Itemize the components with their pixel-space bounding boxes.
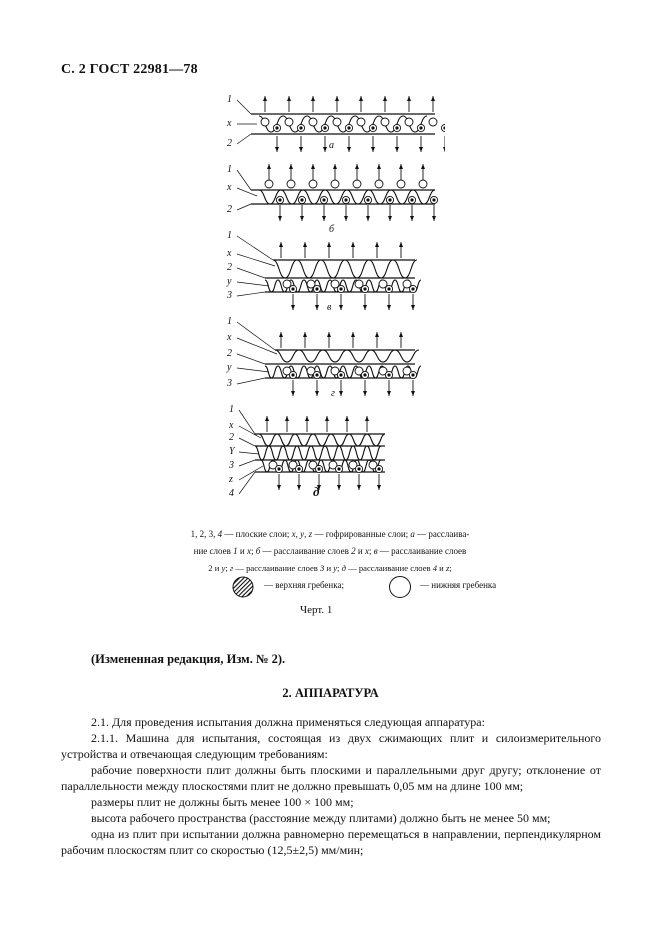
panel-g-arrow-down-head — [363, 391, 367, 396]
panel-g-arrow-down-head — [387, 391, 391, 396]
panel-a-arrow-down-head — [443, 147, 445, 152]
panel-d-lower-comb-core — [357, 467, 360, 470]
panel-d-lower-comb-core — [337, 467, 340, 470]
panel-g-label-y: y — [227, 362, 232, 373]
panel-v-lower-comb-core — [363, 287, 366, 290]
panel-g-arrow-up-head — [399, 332, 403, 337]
panel-v-arrow-down-head — [387, 305, 391, 310]
panel-d-lower-comb-core — [377, 467, 380, 470]
panel-d-label-4: 4 — [229, 488, 234, 499]
panel-d-arrow-up-head — [365, 416, 369, 421]
panel-a-letter: а — [329, 140, 334, 151]
figure-caption: Черт. 1 — [300, 604, 333, 616]
panel-g-arrow-up-head — [303, 332, 307, 337]
panel-v-letter: в — [327, 302, 332, 313]
panel-a-arrow-down-head — [323, 147, 327, 152]
panel-a-lower-comb-core — [323, 126, 326, 129]
panel-d-arrow-down-head — [357, 485, 361, 490]
panel-g-leader — [237, 378, 265, 384]
paragraph-working-space: высота рабочего пространства (расстояние между плитами) должно быть не менее 50 мм; — [91, 811, 551, 825]
panel-g-label-3: 3 — [227, 378, 232, 389]
upper-comb-symbol — [230, 574, 256, 600]
panel-a-upper-comb — [429, 118, 437, 126]
panel-a-arrow-down-head — [395, 147, 399, 152]
panel-g-leader — [237, 368, 269, 372]
panel-g-label-x: x — [227, 332, 232, 343]
figure-legend-line-3: 2 и y; г — расслаивание слоев 3 и y; д — расслаивание слоев 4 и z; — [208, 563, 452, 573]
panel-b-arrow-up-head — [311, 164, 315, 169]
panel-a-upper-comb — [333, 118, 341, 126]
figure-legend-line-2: ние слоев 1 и x; б — расслаивание слоев 2 и x; в — расслаивание слоев — [193, 546, 467, 556]
panel-b-arrow-up-head — [333, 164, 337, 169]
panel-a-label-1: 1 — [227, 94, 232, 105]
paragraph-plates-size: размеры плит не должны быть менее 100 × 100 мм; — [91, 795, 354, 809]
panel-g-arrow-down-head — [411, 391, 415, 396]
panel-a-arrow-up-head — [287, 96, 291, 101]
panel-d-leader — [239, 460, 255, 466]
revision-note: (Измененная редакция, Изм. № 2). — [91, 652, 286, 666]
panel-v-flute-x — [273, 260, 417, 278]
panel-g-label-2: 2 — [227, 348, 232, 359]
panel-b-arrow-down-head — [410, 216, 414, 221]
panel-v-label-1: 1 — [227, 230, 232, 241]
panel-v-arrow-down-head — [339, 305, 343, 310]
panel-g-arrow-up-head — [375, 332, 379, 337]
panel-g-arrow-down-head — [291, 391, 295, 396]
panel-a-flute — [259, 116, 427, 132]
panel-b-arrow-up-head — [355, 164, 359, 169]
panel-b-arrow-down-head — [322, 216, 326, 221]
section-title: 2. АППАРАТУРА — [282, 686, 379, 700]
panel-a-arrow-up-head — [263, 96, 267, 101]
panel-b-upper-comb — [309, 180, 317, 188]
panel-b-arrow-down-head — [388, 216, 392, 221]
panel-b-upper-comb — [265, 180, 273, 188]
panel-d-leader — [239, 438, 255, 446]
panel-d-label-1: 1 — [229, 404, 234, 415]
panel-g-arrow-up-head — [279, 332, 283, 337]
panel-a-leader — [237, 134, 251, 144]
panel-v-leader — [237, 282, 269, 286]
panel-b-arrow-up-head — [377, 164, 381, 169]
panel-a-upper-comb — [405, 118, 413, 126]
panel-b-upper-comb — [331, 180, 339, 188]
panel-v-label-x: x — [227, 248, 232, 259]
panel-d-letter: д — [313, 484, 320, 499]
panel-d-flute-x — [259, 434, 385, 446]
panel-a-upper-comb — [285, 118, 293, 126]
panel-b-arrow-up-head — [421, 164, 425, 169]
panel-g-flute-x — [275, 350, 419, 362]
panel-b-leader — [237, 170, 251, 190]
panel-d-arrow-up-head — [285, 416, 289, 421]
panel-v-arrow-up-head — [279, 242, 283, 247]
panel-v-arrow-down-head — [411, 305, 415, 310]
panel-a-lower-comb-core — [275, 126, 278, 129]
panel-a-arrow-up-head — [431, 96, 435, 101]
panel-a-lower-comb-core — [347, 126, 350, 129]
panel-g-lower-comb-core — [411, 373, 414, 376]
panel-a-upper-comb — [381, 118, 389, 126]
panel-b-lower-comb-core — [344, 198, 347, 201]
panel-a-arrow-up-head — [383, 96, 387, 101]
panel-b-lower-comb-core — [322, 198, 325, 201]
panel-v-label-y: y — [227, 276, 232, 287]
panel-d-lower-comb-core — [277, 467, 280, 470]
figure-legend-line-1: 1, 2, 3, 4 — плоские слои; x, y, z — гофрированные слои; а — расслаива- — [190, 529, 470, 539]
panel-d-arrow-up-head — [325, 416, 329, 421]
panel-b-upper-comb — [353, 180, 361, 188]
panel-g-arrow-up-head — [351, 332, 355, 337]
panel-d-label-y: Y — [229, 446, 235, 457]
panel-a-label-x: x — [227, 118, 232, 129]
panel-g-arrow-down-head — [315, 391, 319, 396]
panel-a-label-2: 2 — [227, 138, 232, 149]
paragraph-2-1-1: 2.1.1. Машина для испытания, состоящая из двух сжимающих плит и силоизмерительного устройства и отвечающая следующим требованиям: — [61, 731, 601, 761]
panel-g-leader — [237, 354, 265, 364]
panel-g-letter: г — [331, 388, 335, 399]
panel-g-label-1: 1 — [227, 316, 232, 327]
paragraph-plate-speed: одна из плит при испытании должна равномерно перемещаться в направлении, перпендикулярном рабочим плоскостям плит со скоростью (12,5±2,5) мм/мин; — [61, 827, 601, 857]
panel-v-arrow-up-head — [399, 242, 403, 247]
panel-d-label-2: 2 — [229, 432, 234, 443]
panel-b-label-x: x — [227, 182, 232, 193]
panel-b-arrow-down-head — [278, 216, 282, 221]
panel-v-lower-comb-core — [339, 287, 342, 290]
panel-v-lower-comb-core — [291, 287, 294, 290]
paragraph-plates-surface: рабочие поверхности плит должны быть плоскими и параллельными друг другу; отклонение от параллельности между плоскостями плит не должно превышать 0,05 мм на длине 100 мм; — [61, 763, 601, 793]
panel-d-lower-comb-core — [317, 467, 320, 470]
panel-v-label-2: 2 — [227, 262, 232, 273]
panel-a-upper-comb — [261, 118, 269, 126]
panel-d-leader — [239, 452, 259, 454]
panel-v-lower-comb-core — [411, 287, 414, 290]
panel-a-arrow-down-head — [419, 147, 423, 152]
page-header: С. 2 ГОСТ 22981—78 — [61, 62, 198, 77]
panel-a-arrow-up-head — [359, 96, 363, 101]
panel-a-arrow-down-head — [299, 147, 303, 152]
panel-a-arrow-up-head — [335, 96, 339, 101]
panel-d-label-z: z — [229, 474, 233, 485]
panel-a-leader — [237, 100, 251, 114]
panel-a-arrow-up-head — [311, 96, 315, 101]
panel-b-arrow-up-head — [399, 164, 403, 169]
panel-a-lower-comb-core — [395, 126, 398, 129]
panel-b-letter: б — [329, 224, 335, 235]
paragraph-2-1: 2.1. Для проведения испытания должна применяться следующая аппаратура: — [91, 715, 485, 729]
panel-v-arrow-up-head — [303, 242, 307, 247]
panel-d-flute-y — [255, 446, 381, 460]
panel-d-arrow-up-head — [265, 416, 269, 421]
panel-b-lower-comb-core — [410, 198, 413, 201]
panel-d-arrow-down-head — [337, 485, 341, 490]
panel-b-upper-comb — [397, 180, 405, 188]
panel-g-arrow-up-head — [327, 332, 331, 337]
lower-comb-symbol — [387, 574, 413, 600]
panel-b-lower-comb-core — [366, 198, 369, 201]
panel-v-leader — [237, 292, 265, 296]
panel-b-arrow-down-head — [366, 216, 370, 221]
panel-a-arrow-up-head — [407, 96, 411, 101]
panel-v-arrow-down-head — [291, 305, 295, 310]
panel-a-upper-comb — [357, 118, 365, 126]
panel-g-arrow-down-head — [339, 391, 343, 396]
panel-b-lower-comb-core — [388, 198, 391, 201]
panel-v-arrow-up-head — [351, 242, 355, 247]
panel-b-upper-comb — [375, 180, 383, 188]
panel-v-arrow-down-head — [363, 305, 367, 310]
panel-g-lower-comb-core — [387, 373, 390, 376]
panel-d-arrow-down-head — [277, 485, 281, 490]
panel-d-lower-comb-core — [297, 467, 300, 470]
panel-v-arrow-up-head — [327, 242, 331, 247]
panel-v-arrow-down-head — [315, 305, 319, 310]
panel-d-label-x: x — [229, 420, 234, 431]
panel-v-lower-comb-core — [387, 287, 390, 290]
body-text — [61, 714, 601, 858]
upper-comb-label: — верхняя гребенка; — [264, 580, 344, 590]
panel-d-arrow-down-head — [297, 485, 301, 490]
panel-d-arrow-down-head — [377, 485, 381, 490]
panel-a-upper-comb — [309, 118, 317, 126]
panel-d-arrow-up-head — [345, 416, 349, 421]
lower-comb-label: — нижняя гребенка — [420, 580, 497, 590]
panel-b-lower-comb-core — [432, 198, 435, 201]
panel-b-arrow-down-head — [344, 216, 348, 221]
panel-v-lower-comb-core — [315, 287, 318, 290]
panel-a-arrow-down-head — [275, 147, 279, 152]
panel-a-arrow-down-head — [371, 147, 375, 152]
panel-v-leader — [237, 254, 275, 266]
panel-b-lower-comb-core — [278, 198, 281, 201]
panel-b-upper-comb — [287, 180, 295, 188]
panel-b-arrow-down-head — [300, 216, 304, 221]
figure-delamination-diagram — [215, 88, 445, 508]
panel-v-label-3: 3 — [227, 290, 232, 301]
panel-b-upper-comb — [419, 180, 427, 188]
panel-b-leader — [237, 188, 257, 196]
panel-b-arrow-up-head — [289, 164, 293, 169]
panel-d-leader — [239, 426, 261, 438]
panel-g-leader — [237, 338, 277, 354]
panel-a-lower-comb-core — [419, 126, 422, 129]
panel-b-label-2: 2 — [227, 204, 232, 215]
panel-v-arrow-up-head — [375, 242, 379, 247]
panel-g-lower-comb-core — [291, 373, 294, 376]
panel-a-lower-comb-core — [371, 126, 374, 129]
panel-b-label-1: 1 — [227, 164, 232, 175]
panel-b-lower-comb-core — [300, 198, 303, 201]
panel-v-leader — [237, 268, 265, 278]
panel-d-arrow-up-head — [305, 416, 309, 421]
panel-v-leader — [237, 236, 273, 260]
panel-d-label-3: 3 — [229, 460, 234, 471]
panel-b-arrow-up-head — [267, 164, 271, 169]
panel-g-lower-comb-core — [363, 373, 366, 376]
panel-g-lower-comb-core — [339, 373, 342, 376]
panel-b-arrow-down-head — [432, 216, 436, 221]
panel-g-lower-comb-core — [315, 373, 318, 376]
panel-a-lower-comb-core — [299, 126, 302, 129]
panel-b-leader — [237, 204, 251, 210]
panel-a-arrow-down-head — [347, 147, 351, 152]
